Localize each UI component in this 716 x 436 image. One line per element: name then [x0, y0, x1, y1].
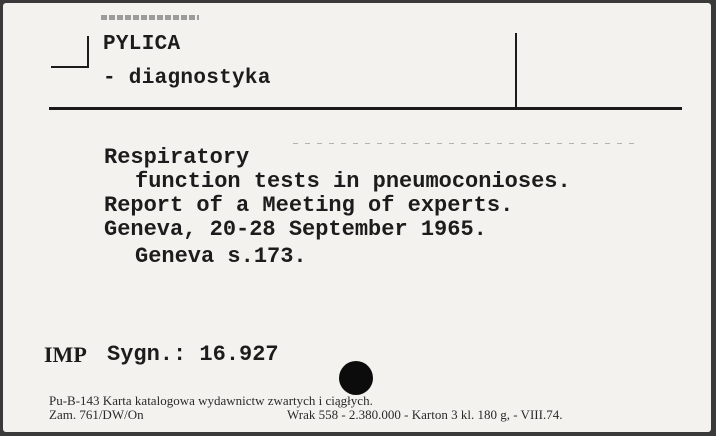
- title-line-3: Report of a Meeting of experts.: [104, 193, 514, 218]
- title-line-1: Respiratory: [104, 145, 250, 170]
- faint-dashed-line: [293, 143, 638, 144]
- title-line-4: Geneva, 20-28 September 1965.: [104, 217, 487, 242]
- printer-details: Wrak 558 - 2.380.000 - Karton 3 kl. 180 g, - VIII.74.: [287, 407, 563, 422]
- library-code: IMP: [44, 342, 87, 367]
- printer-order: Zam. 761/DW/On: [49, 407, 144, 422]
- subject-heading: PYLICA: [103, 33, 181, 56]
- punch-hole: [339, 361, 373, 395]
- corner-mark-vertical: [87, 36, 89, 68]
- subject-subheading: - diagnostyka: [103, 67, 271, 90]
- horizontal-rule: [49, 107, 682, 110]
- title-line-2: function tests in pneumoconioses.: [135, 169, 571, 194]
- stamp-smudge: [101, 15, 199, 20]
- title-line-5: Geneva s.173.: [135, 244, 307, 269]
- catalog-card: [3, 3, 711, 432]
- vertical-rule: [515, 33, 517, 109]
- printer-line-1: Pu-B-143 Karta katalogowa wydawnictw zwartych i ciągłych.: [49, 393, 373, 408]
- shelf-mark: Sygn.: 16.927: [107, 342, 279, 367]
- corner-mark-horizontal: [51, 66, 89, 68]
